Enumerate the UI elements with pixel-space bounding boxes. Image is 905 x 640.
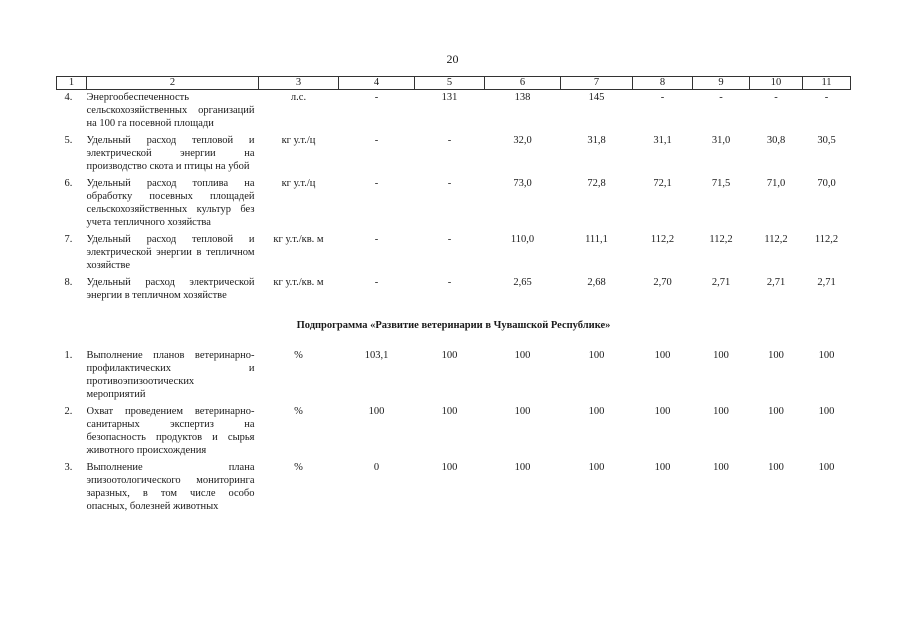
value-cell: - [774,92,778,103]
indicator-name: Охват проведением ветеринарно-санитарных экспертиз на безопасность продуктов и сырья животного происхождения [86,406,255,456]
value-cell: 100 [441,462,458,473]
value-cell: 131 [441,92,458,103]
column-header: 6 [485,77,561,90]
value-cell: 70,0 [817,178,836,189]
value-cell: 100 [768,462,784,473]
table-row [57,404,851,460]
table-row [57,460,851,516]
column-header: 8 [633,77,693,90]
table-row [57,348,851,404]
value-cell: 100 [514,462,531,473]
value-cell: 2,68 [587,277,606,288]
value-cell: 31,0 [711,135,731,146]
value-cell: 32,0 [513,135,532,146]
value-cell: 112,2 [709,234,733,245]
value-cell: 112,2 [650,234,675,245]
column-header: 7 [561,77,633,90]
value-cell: 100 [818,462,835,473]
value-cell: 100 [713,462,729,473]
column-number-header [57,77,851,90]
value-cell: - [660,92,665,103]
value-cell: 30,8 [766,135,786,146]
column-header: 2 [87,77,259,90]
indicator-name: Выполнение планов ветеринарно-профилактических и противоэпизоотических мероприятий [86,350,255,400]
unit-cell: кг у.т./ц [281,135,316,146]
value-cell: - [447,178,452,189]
indicator-name: Удельный расход тепловой и электрической энергии в тепличном хозяйстве [86,234,255,271]
value-cell: - [447,135,452,146]
value-cell: 100 [818,350,835,361]
value-cell: 31,1 [653,135,672,146]
unit-cell: кг у.т./ц [281,178,316,189]
table-row [57,176,851,232]
column-header: 11 [803,77,851,90]
table-row [57,275,851,305]
unit-cell: % [294,350,303,361]
value-cell: 112,2 [814,234,839,245]
value-cell: - [374,135,379,146]
value-cell: 138 [514,92,531,103]
row-number: 1. [64,350,73,361]
value-cell: 72,1 [653,178,672,189]
value-cell: 100 [654,406,671,417]
value-cell: 2,70 [653,277,672,288]
unit-cell: л.с. [290,92,307,103]
indicator-name: Энергообеспеченность сельскохозяйственных организаций на 100 га посевной площади [86,92,255,129]
value-cell: 100 [713,406,729,417]
value-cell: - [447,234,452,245]
value-cell: - [824,92,829,103]
value-cell: 100 [818,406,835,417]
column-header: 4 [339,77,415,90]
value-cell: 73,0 [513,178,532,189]
unit-cell: кг у.т./кв. м [273,234,324,245]
unit-cell: % [294,462,303,473]
value-cell: 100 [588,462,605,473]
value-cell: 72,8 [587,178,606,189]
row-number: 8. [64,277,73,288]
value-cell: - [447,277,452,288]
column-header: 10 [750,77,803,90]
indicator-name: Удельный расход электрической энергии в тепличном хозяйстве [86,277,255,301]
subprogram-row [57,305,851,348]
column-header: 3 [259,77,339,90]
value-cell: 0 [373,462,380,473]
value-cell: 111,1 [585,234,608,245]
value-cell: 30,5 [817,135,836,146]
value-cell: 100 [654,350,671,361]
page-number: 20 [446,52,459,66]
indicator-name: Удельный расход топлива на обработку посевных площадей сельскохозяйственных культур без учета тепличного хозяйства [86,178,255,228]
row-number: 4. [64,92,73,103]
unit-cell: % [294,406,303,417]
row-number: 6. [64,178,73,189]
column-header: 1 [57,77,87,90]
value-cell: 100 [768,350,784,361]
value-cell: 145 [588,92,605,103]
column-header: 9 [693,77,750,90]
value-cell: - [719,92,723,103]
value-cell: 100 [368,406,385,417]
row-number: 7. [64,234,73,245]
value-cell: 100 [588,350,605,361]
value-cell: 100 [441,406,458,417]
value-cell: - [374,92,379,103]
value-cell: - [374,277,379,288]
value-cell: 2,65 [513,277,532,288]
unit-cell: кг у.т./кв. м [273,277,324,288]
value-cell: 103,1 [364,350,389,361]
row-number: 3. [64,462,73,473]
table-row [57,133,851,176]
value-cell: 100 [654,462,671,473]
value-cell: 2,71 [817,277,836,288]
value-cell: - [374,234,379,245]
value-cell: 71,0 [766,178,786,189]
value-cell: 100 [514,406,531,417]
value-cell: 100 [514,350,531,361]
value-cell: 100 [768,406,784,417]
column-header: 5 [415,77,485,90]
row-number: 2. [64,406,73,417]
value-cell: 2,71 [766,277,786,288]
value-cell: 100 [588,406,605,417]
subprogram-title: Подпрограмма «Развитие ветеринарии в Чувашской Республике» [296,320,611,331]
indicator-name: Удельный расход тепловой и электрической энергии на производство скота и птицы на убой [86,135,255,172]
value-cell: 31,8 [587,135,606,146]
row-number: 5. [64,135,73,146]
value-cell: 2,71 [711,277,731,288]
indicator-name: Выполнение плана эпизоотологического мониторинга заразных, в том числе особо опасных, болезней животных [86,462,255,512]
value-cell: 100 [713,350,729,361]
value-cell: 110,0 [510,234,535,245]
value-cell: 112,2 [764,234,788,245]
value-cell: 100 [441,350,458,361]
value-cell: 71,5 [711,178,731,189]
table-row [57,90,851,134]
indicators-table [56,76,851,516]
table-row [57,232,851,275]
value-cell: - [374,178,379,189]
